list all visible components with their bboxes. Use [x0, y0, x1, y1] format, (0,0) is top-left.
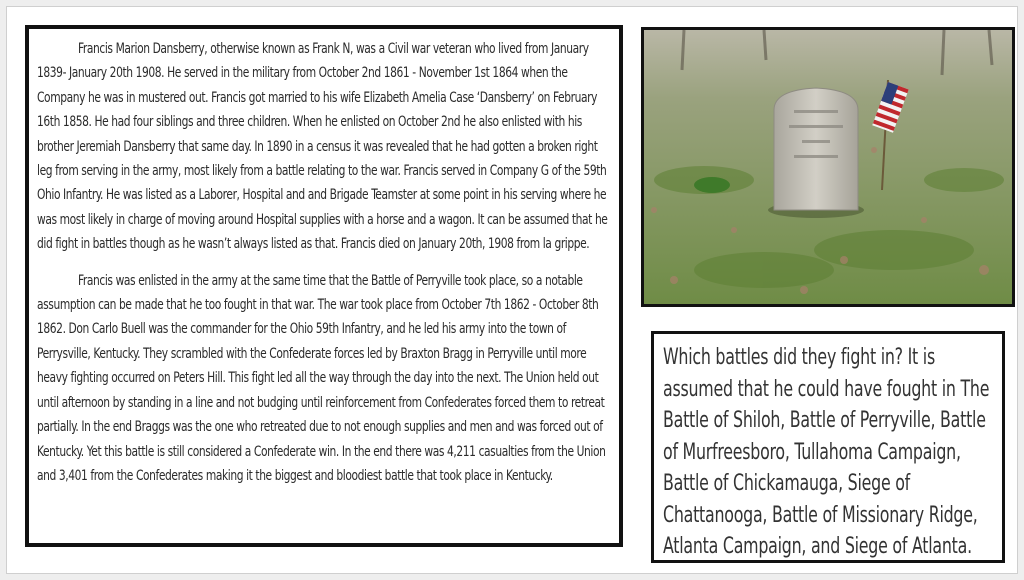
biography-paragraph-1: Francis Marion Dansberry, otherwise known as Frank N, was a Civil war veteran who lived from January 1839- January 20th 1908. He served in the military from October 2nd 1861 - November 1st 1864 when the Company he was in mustered out. Francis got married to his wife Elizabeth Amelia Case ‘Dansberry’ on February 16th 1858. He had four siblings and three children. When he enlisted on October 2nd he also enlisted with his brother Jeremiah Dansberry that same day. In 1890 in a census it was revealed that he had gotten a broken right leg from serving in the army, most likely from a battle relating to the war. Francis served in Company G of the 59th Ohio Infantry. He was listed as a Laborer, Hospital and and Brigade Teamster at some point in his serving where he was most likely in charge of moving around Hospital supplies with a horse and a wagon. It can be assumed that he did fight in battles though as he wasn’t always listed as that. Francis died on January 20th, 1908 from la grippe. [37, 41, 608, 253]
battles-question-text: Which battles did they fight in? It is assumed that he could have fought in The Battle of Shiloh, Battle of Perryville, Battle of Murfreesboro, Tullahoma Campaign, Battle of Chickamauga, Siege of Chattanooga, Battle of Missionary Ridge, Atlanta Campaign, and Siege of Atlanta. [663, 345, 990, 559]
battles-question-box [651, 331, 1005, 563]
biography-paragraph-2: Francis was enlisted in the army at the same time that the Battle of Perryville took place, so a notable assumption can be made that he too fought in that war. The war took place from October 7th 1862 - October 8th 1862. Don Carlo Buell was the commander for the Ohio 59th Infantry, and he led his army into the town of Perrysville, Kentucky. They scrambled with the Confederate forces led by Braxton Bragg in Perryville until more heavy fighting occurred on Peters Hill. This fight led all the way through the day into the next. The Union held out until afternoon by standing in a line and not budging until reinforcement from Confederates forced them to retreat partially. In the end Braggs was the one who retreated due to not enough supplies and men and was forced out of Kentucky. Yet this battle is still considered a Confederate win. In the end there was 4,211 casualties from the Union and 3,401 from the Confederates making it the biggest and bloodiest battle that took place in Kentucky. [37, 272, 606, 484]
slide [6, 6, 1018, 574]
biography-text-box [25, 25, 623, 547]
gravestone-photo [641, 27, 1015, 307]
